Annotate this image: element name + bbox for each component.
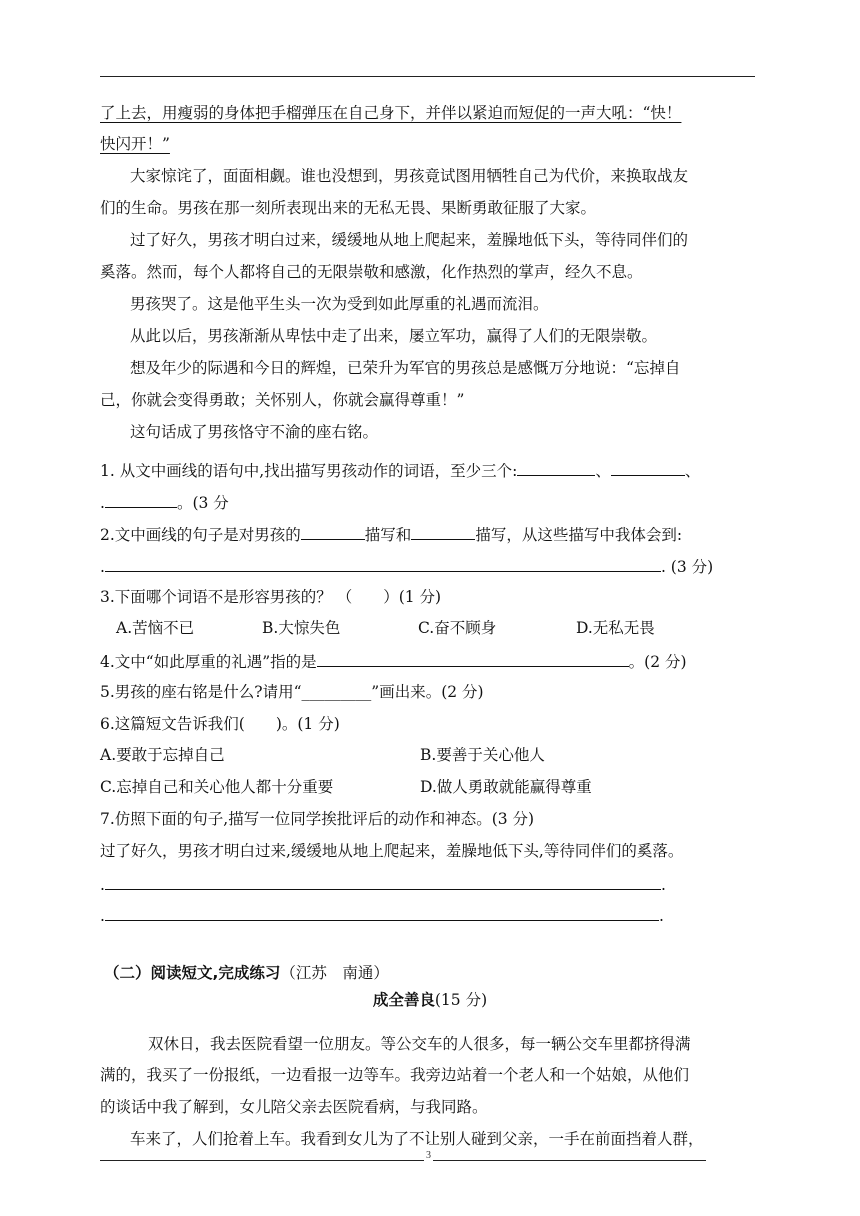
option-a[interactable]: A.要敢于忘掉自己 — [100, 746, 225, 764]
passage-line: 的谈话中我了解到，女儿陪父亲去医院看病，与我同路。 — [100, 1098, 488, 1116]
question-1 — [100, 458, 700, 482]
section-heading — [104, 962, 389, 984]
question-2-text: 2.文中画线的句子是对男孩的 — [100, 526, 301, 544]
question-6: 6.这篇短文告诉我们( )。(1 分) — [100, 715, 340, 733]
question-2-text: 描写和 — [364, 526, 412, 544]
question-1-cont — [100, 490, 229, 514]
passage-line: 满的，我买了一份报纸，一边看报一边等车。我旁边站着一个老人和一个姑娘，从他们 — [100, 1066, 690, 1084]
passage-line: 大家惊诧了，面面相觑。谁也没想到，男孩竟试图用牺牲自己为代价，来换取战友 — [130, 167, 689, 185]
option-d[interactable]: D.做人勇敢就能赢得尊重 — [420, 778, 592, 796]
passage-line: 双休日，我去医院看望一位朋友。等公交车的人很多，每一辆公交车里都挤得满 — [148, 1035, 691, 1053]
header-rule — [100, 76, 755, 77]
passage-line: 车来了，人们抢着上车。我看到女儿为了不让别人碰到父亲，一手在前面挡着人群， — [130, 1130, 704, 1148]
passage-title — [0, 989, 860, 1011]
leader-dot: . — [100, 876, 105, 894]
answer-blank[interactable] — [611, 458, 685, 476]
score-note: 。(3 分 — [176, 494, 229, 512]
answer-blank[interactable] — [105, 872, 661, 890]
answer-blank[interactable] — [105, 554, 661, 572]
option-b[interactable]: B.大惊失色 — [262, 619, 341, 637]
answer-blank[interactable] — [317, 649, 629, 667]
passage-title-score: (15 分) — [434, 991, 488, 1009]
answer-line — [100, 872, 666, 896]
passage-line: 快闪开！” — [100, 135, 170, 153]
leader-dot: . — [100, 907, 105, 925]
passage-line: 们的生命。男孩在那一刻所表现出来的无私无畏、果断勇敢征服了大家。 — [100, 199, 597, 217]
question-3: 3.下面哪个词语不是形容男孩的？ （ ）(1 分) — [100, 588, 442, 606]
score-note: . (3 分) — [660, 558, 714, 576]
option-d[interactable]: D.无私无畏 — [576, 619, 655, 637]
passage-line: 这句话成了男孩恪守不渝的座右铭。 — [130, 423, 379, 441]
separator: 、 — [684, 462, 701, 480]
score-note: 。(2 分) — [628, 653, 687, 671]
passage-line: 奚落。然而，每个人都将自己的无限崇敬和感激，化作热烈的掌声，经久不息。 — [100, 263, 643, 281]
answer-line — [100, 903, 664, 927]
example-sentence: 过了好久，男孩才明白过来,缓缓地从地上爬起来，羞臊地低下头,等待同伴们的奚落。 — [100, 842, 684, 860]
answer-blank[interactable] — [105, 490, 177, 508]
section-source: （江苏 南通） — [280, 964, 389, 982]
passage-line: 从此以后，男孩渐渐从卑怯中走了出来，屡立军功，赢得了人们的无限崇敬。 — [130, 327, 658, 345]
question-7: 7.仿照下面的句子,描写一位同学挨批评后的动作和神态。(3 分) — [100, 810, 535, 828]
passage-line: 己，你就会变得勇敢；关怀别人，你就会赢得尊重！” — [100, 391, 465, 409]
end-dot: . — [660, 876, 666, 894]
section-heading-text: （二）阅读短文,完成练习 — [104, 964, 281, 982]
answer-blank[interactable] — [105, 903, 659, 921]
page-number: 3 — [426, 1150, 431, 1161]
passage-line: 男孩哭了。这是他平生头一次为受到如此厚重的礼遇而流泪。 — [130, 295, 549, 313]
footer-rule — [100, 1160, 706, 1161]
option-b[interactable]: B.要善于关心他人 — [420, 746, 545, 764]
passage-line: 过了好久，男孩才明白过来，缓缓地从地上爬起来，羞臊地低下头，等待同伴们的 — [130, 231, 689, 249]
option-a[interactable]: A.苦恼不已 — [116, 619, 195, 637]
question-2-cont — [100, 554, 713, 578]
question-4 — [100, 649, 687, 673]
question-5: 5.男孩的座右铭是什么?请用“_________”画出来。(2 分) — [100, 683, 484, 701]
question-2-text: 描写，从这些描写中我体会到: — [475, 526, 683, 544]
question-2 — [100, 522, 682, 546]
question-1-text: 1. 从文中画线的语句中,找出描写男孩动作的词语，至少三个: — [100, 462, 518, 480]
answer-blank[interactable] — [301, 522, 365, 540]
passage-title-text: 成全善良 — [372, 991, 435, 1009]
answer-blank[interactable] — [517, 458, 595, 476]
option-c[interactable]: C.忘掉自己和关心他人都十分重要 — [100, 778, 334, 796]
question-4-text: 4.文中“如此厚重的礼遇”指的是 — [100, 653, 317, 671]
passage-line: 想及年少的际遇和今日的辉煌，已荣升为军官的男孩总是感慨万分地说：“忘掉自 — [130, 359, 681, 377]
leader-dot: . — [100, 558, 105, 576]
separator: 、 — [595, 462, 611, 480]
end-dot: . — [658, 907, 664, 925]
answer-blank[interactable] — [411, 522, 475, 540]
leader-dot: . — [100, 494, 105, 512]
option-c[interactable]: C.奋不顾身 — [418, 619, 497, 637]
passage-line: 了上去，用瘦弱的身体把手榴弹压在自己身下，并伴以紧迫而短促的一声大吼：“快！ — [100, 104, 682, 122]
